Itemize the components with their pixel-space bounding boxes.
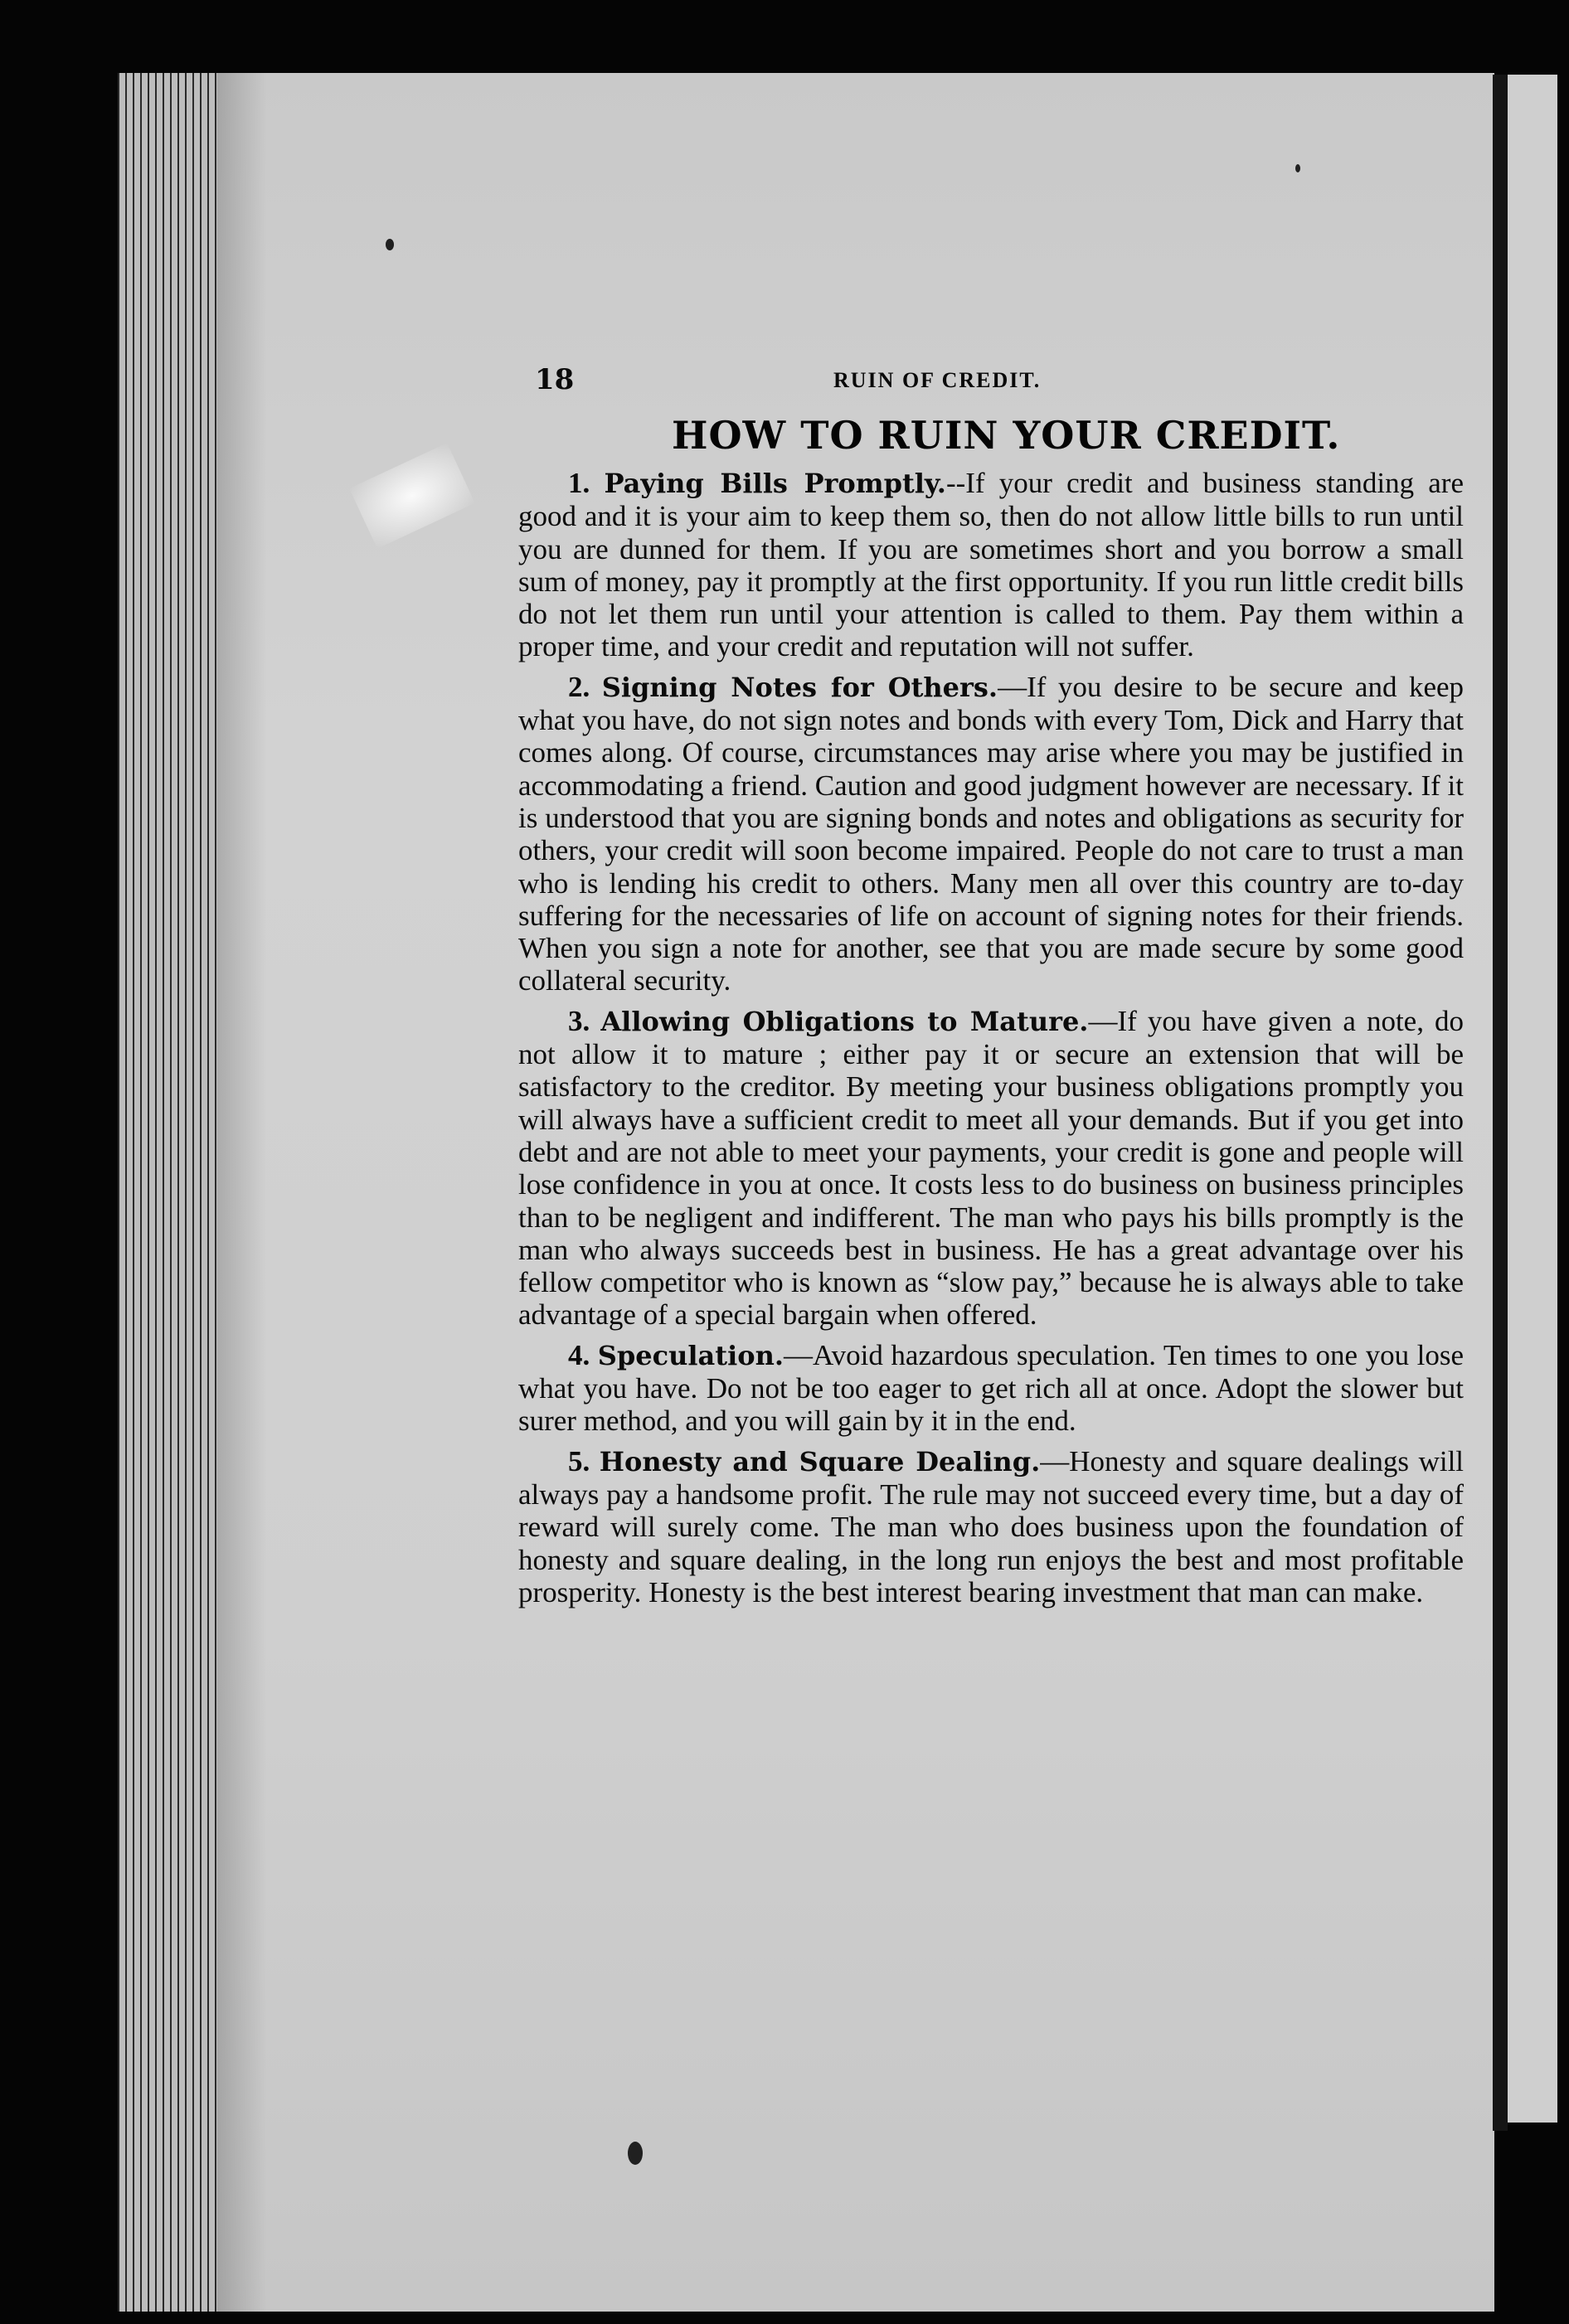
- section-heading: Signing Notes for Others.: [601, 671, 998, 703]
- section-text: --If your credit and business standing are good and it is your aim to keep them so, then do not allow little bills to run until you are dunned for them. If you are sometimes short and you borrow a small sum of money, pay it promptly at the first opportunity. If you run little credit bills do not let them run until your attention is called to them. Pay them within a proper time, and your credit and reputation will not suffer.: [518, 467, 1465, 663]
- section-heading: Speculation.: [597, 1339, 784, 1371]
- book-spine-edge: [118, 73, 217, 2312]
- section-heading: Paying Bills Promptly.: [604, 468, 946, 499]
- paper-speck: [386, 239, 394, 250]
- section-paragraph: [518, 1005, 1464, 1332]
- section-number: 5.: [568, 1444, 590, 1477]
- facing-page-gap: [1493, 75, 1508, 2131]
- paper-speck: [1295, 164, 1300, 172]
- section-paragraph: [518, 671, 1464, 997]
- section-number: 1.: [568, 467, 590, 499]
- section-paragraph: [518, 1339, 1464, 1438]
- paper-speck: [628, 2142, 643, 2165]
- section-number: 4.: [568, 1338, 590, 1371]
- paper-glare: [349, 443, 475, 548]
- section-heading: Allowing Obligations to Mature.: [600, 1005, 1089, 1037]
- page-title: HOW TO RUIN YOUR CREDIT.: [672, 413, 1341, 458]
- section-number: 2.: [568, 670, 590, 703]
- section-text: —If you desire to be secure and keep what you have, do not sign notes and bonds with every Tom, Dick and Harry that comes along. Of course, circumstances may arise where you may be justified in accommodating a friend. Caution and good judgment however are necessary. If it is understood that you are signing bonds and notes and obligations as security for others, your credit will soon become impaired. People do not care to trust a man who is lending his credit to others. Many men all over this country are to-day suffering for the necessaries of life on account of signing notes for their friends. When you sign a note for another, see that you are made secure by some good collateral security.: [518, 670, 1465, 997]
- section-heading: Honesty and Square Dealing.: [599, 1445, 1041, 1477]
- section-text: —If you have given a note, do not allow it to mature ; either pay it or secure an extension that will be satisfactory to the creditor. By meeting your business obligations promptly you will always have a sufficient credit to meet all your demands. But if you get into debt and are not able to meet your payments, your credit is gone and people will lose confidence in you at once. It costs less to do business on business principles than to be negligent and indifferent. The man who pays his bills promptly is the man who always succeeds best in business. He has a great advantage over his fellow competitor who is known as “slow pay,” because he is always able to take advantage of a special bargain when offered.: [518, 1004, 1465, 1332]
- facing-page-edge: [1508, 75, 1557, 2123]
- section-number: 3.: [568, 1004, 590, 1037]
- section-text: —Avoid hazardous speculation. Ten times to one you lose what you have. Do not be too eager to get rich all at once. Adopt the slower but surer method, and you will gain by it in the end.: [518, 1338, 1465, 1438]
- section-paragraph: [518, 1445, 1464, 1608]
- article-body: [518, 467, 1464, 1616]
- running-head: RUIN OF CREDIT.: [833, 368, 1042, 392]
- page-header: [535, 363, 1464, 405]
- page-number: 18: [535, 363, 575, 396]
- gutter-shadow: [217, 73, 267, 2312]
- section-paragraph: [518, 467, 1464, 663]
- section-text: —Honesty and square dealings will always pay a handsome profit. The rule may not succeed every time, but a day of reward will surely come. The man who does business upon the foundation of honesty and square dealing, in the long run enjoys the best and most profitable prosperity. Honesty is the best interest bearing investment that man can make.: [518, 1444, 1465, 1608]
